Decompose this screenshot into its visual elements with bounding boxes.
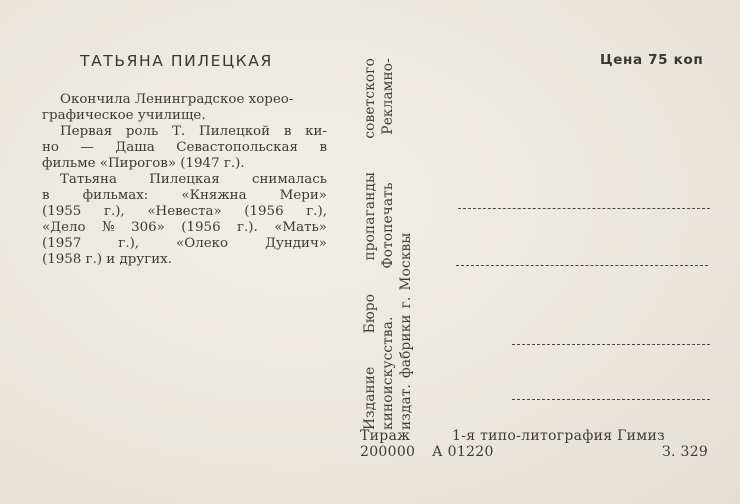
bio-line bbox=[42, 236, 327, 252]
publisher-word: киноискусства. bbox=[380, 316, 396, 430]
order-number: З. 329 bbox=[662, 444, 709, 460]
bio-word: Пилецкой bbox=[199, 124, 271, 139]
bio-word: г.), bbox=[306, 204, 327, 219]
bio-word: г.), bbox=[118, 236, 140, 251]
publisher-word: издат. bbox=[398, 384, 414, 430]
bio-word: Даша bbox=[115, 140, 155, 155]
bio-word: Т. bbox=[172, 124, 186, 139]
publisher-word: советского bbox=[362, 58, 378, 139]
bio-word: № bbox=[102, 220, 115, 235]
bio-word: Мери» bbox=[279, 188, 327, 203]
publisher-line-1 bbox=[362, 58, 378, 430]
tirazh-value: 200000 bbox=[360, 444, 416, 460]
publisher-line-2 bbox=[380, 58, 396, 430]
bio-line: графическое училище. bbox=[42, 108, 206, 123]
bio-line: (1958 г.) и других. bbox=[42, 252, 172, 267]
publisher-word: Бюро bbox=[362, 293, 378, 334]
bio-word: Пилецкая bbox=[149, 172, 220, 187]
bio-word: ки- bbox=[305, 124, 327, 139]
bio-word: фильмах: bbox=[82, 188, 149, 203]
bio-line: Окончила Ленинградское хорео- bbox=[60, 92, 294, 107]
bio-word: Татьяна bbox=[60, 172, 117, 187]
printer-name: 1-я типо-литография Гимиз bbox=[452, 428, 666, 444]
bio-line bbox=[42, 188, 327, 204]
bio-word: в bbox=[42, 188, 50, 203]
bio-word: снималась bbox=[251, 172, 327, 187]
bio-line bbox=[42, 140, 327, 156]
bio-word: г.), bbox=[103, 204, 125, 219]
bio-word: 306» bbox=[131, 220, 165, 235]
address-line-4 bbox=[512, 399, 710, 400]
actress-name-title: ТАТЬЯНА ПИЛЕЦКАЯ bbox=[80, 52, 273, 70]
address-line-1 bbox=[458, 208, 710, 209]
publisher-word: г. bbox=[398, 296, 414, 309]
bio-word: Дундич» bbox=[265, 236, 327, 251]
tirazh-label: Тираж bbox=[360, 428, 411, 444]
bio-line bbox=[42, 204, 327, 220]
bio-word: «Олеко bbox=[176, 236, 229, 251]
publisher-word: фабрики bbox=[398, 314, 414, 378]
bio-word: «Мать» bbox=[274, 220, 327, 235]
bio-word: Первая bbox=[60, 124, 113, 139]
bio-word: роль bbox=[125, 124, 159, 139]
bio-line bbox=[42, 124, 327, 140]
price-label: Цена 75 коп bbox=[600, 52, 704, 68]
bio-word: «Невеста» bbox=[147, 204, 222, 219]
bio-line bbox=[42, 220, 327, 236]
bio-line: фильме «Пирогов» (1947 г.). bbox=[42, 156, 245, 171]
bio-word: «Княжна bbox=[181, 188, 247, 203]
publisher-word: пропаганды bbox=[362, 171, 378, 261]
bio-word: Севастопольская bbox=[176, 140, 298, 155]
address-line-2 bbox=[456, 265, 708, 266]
print-code: А 01220 bbox=[432, 444, 494, 460]
bio-word: (1956 bbox=[244, 204, 284, 219]
publisher-word: Рекламно- bbox=[380, 58, 396, 135]
biography-text bbox=[42, 92, 327, 268]
publisher-word: Москвы bbox=[398, 232, 414, 291]
bio-line bbox=[42, 172, 327, 188]
address-line-3 bbox=[512, 344, 710, 345]
publisher-line-3 bbox=[398, 58, 414, 430]
bio-word: в bbox=[283, 124, 292, 139]
bio-word: «Дело bbox=[42, 220, 86, 235]
bio-word: г.). bbox=[237, 220, 258, 235]
bio-word: (1956 bbox=[181, 220, 221, 235]
bio-word: (1955 bbox=[42, 204, 82, 219]
bio-word: в bbox=[319, 140, 327, 155]
bio-word: (1957 bbox=[42, 236, 82, 251]
publisher-word: Фотопечать bbox=[380, 182, 396, 269]
bio-word: но bbox=[42, 140, 59, 155]
publisher-word: Издание bbox=[362, 366, 378, 430]
bio-word: — bbox=[80, 140, 94, 155]
